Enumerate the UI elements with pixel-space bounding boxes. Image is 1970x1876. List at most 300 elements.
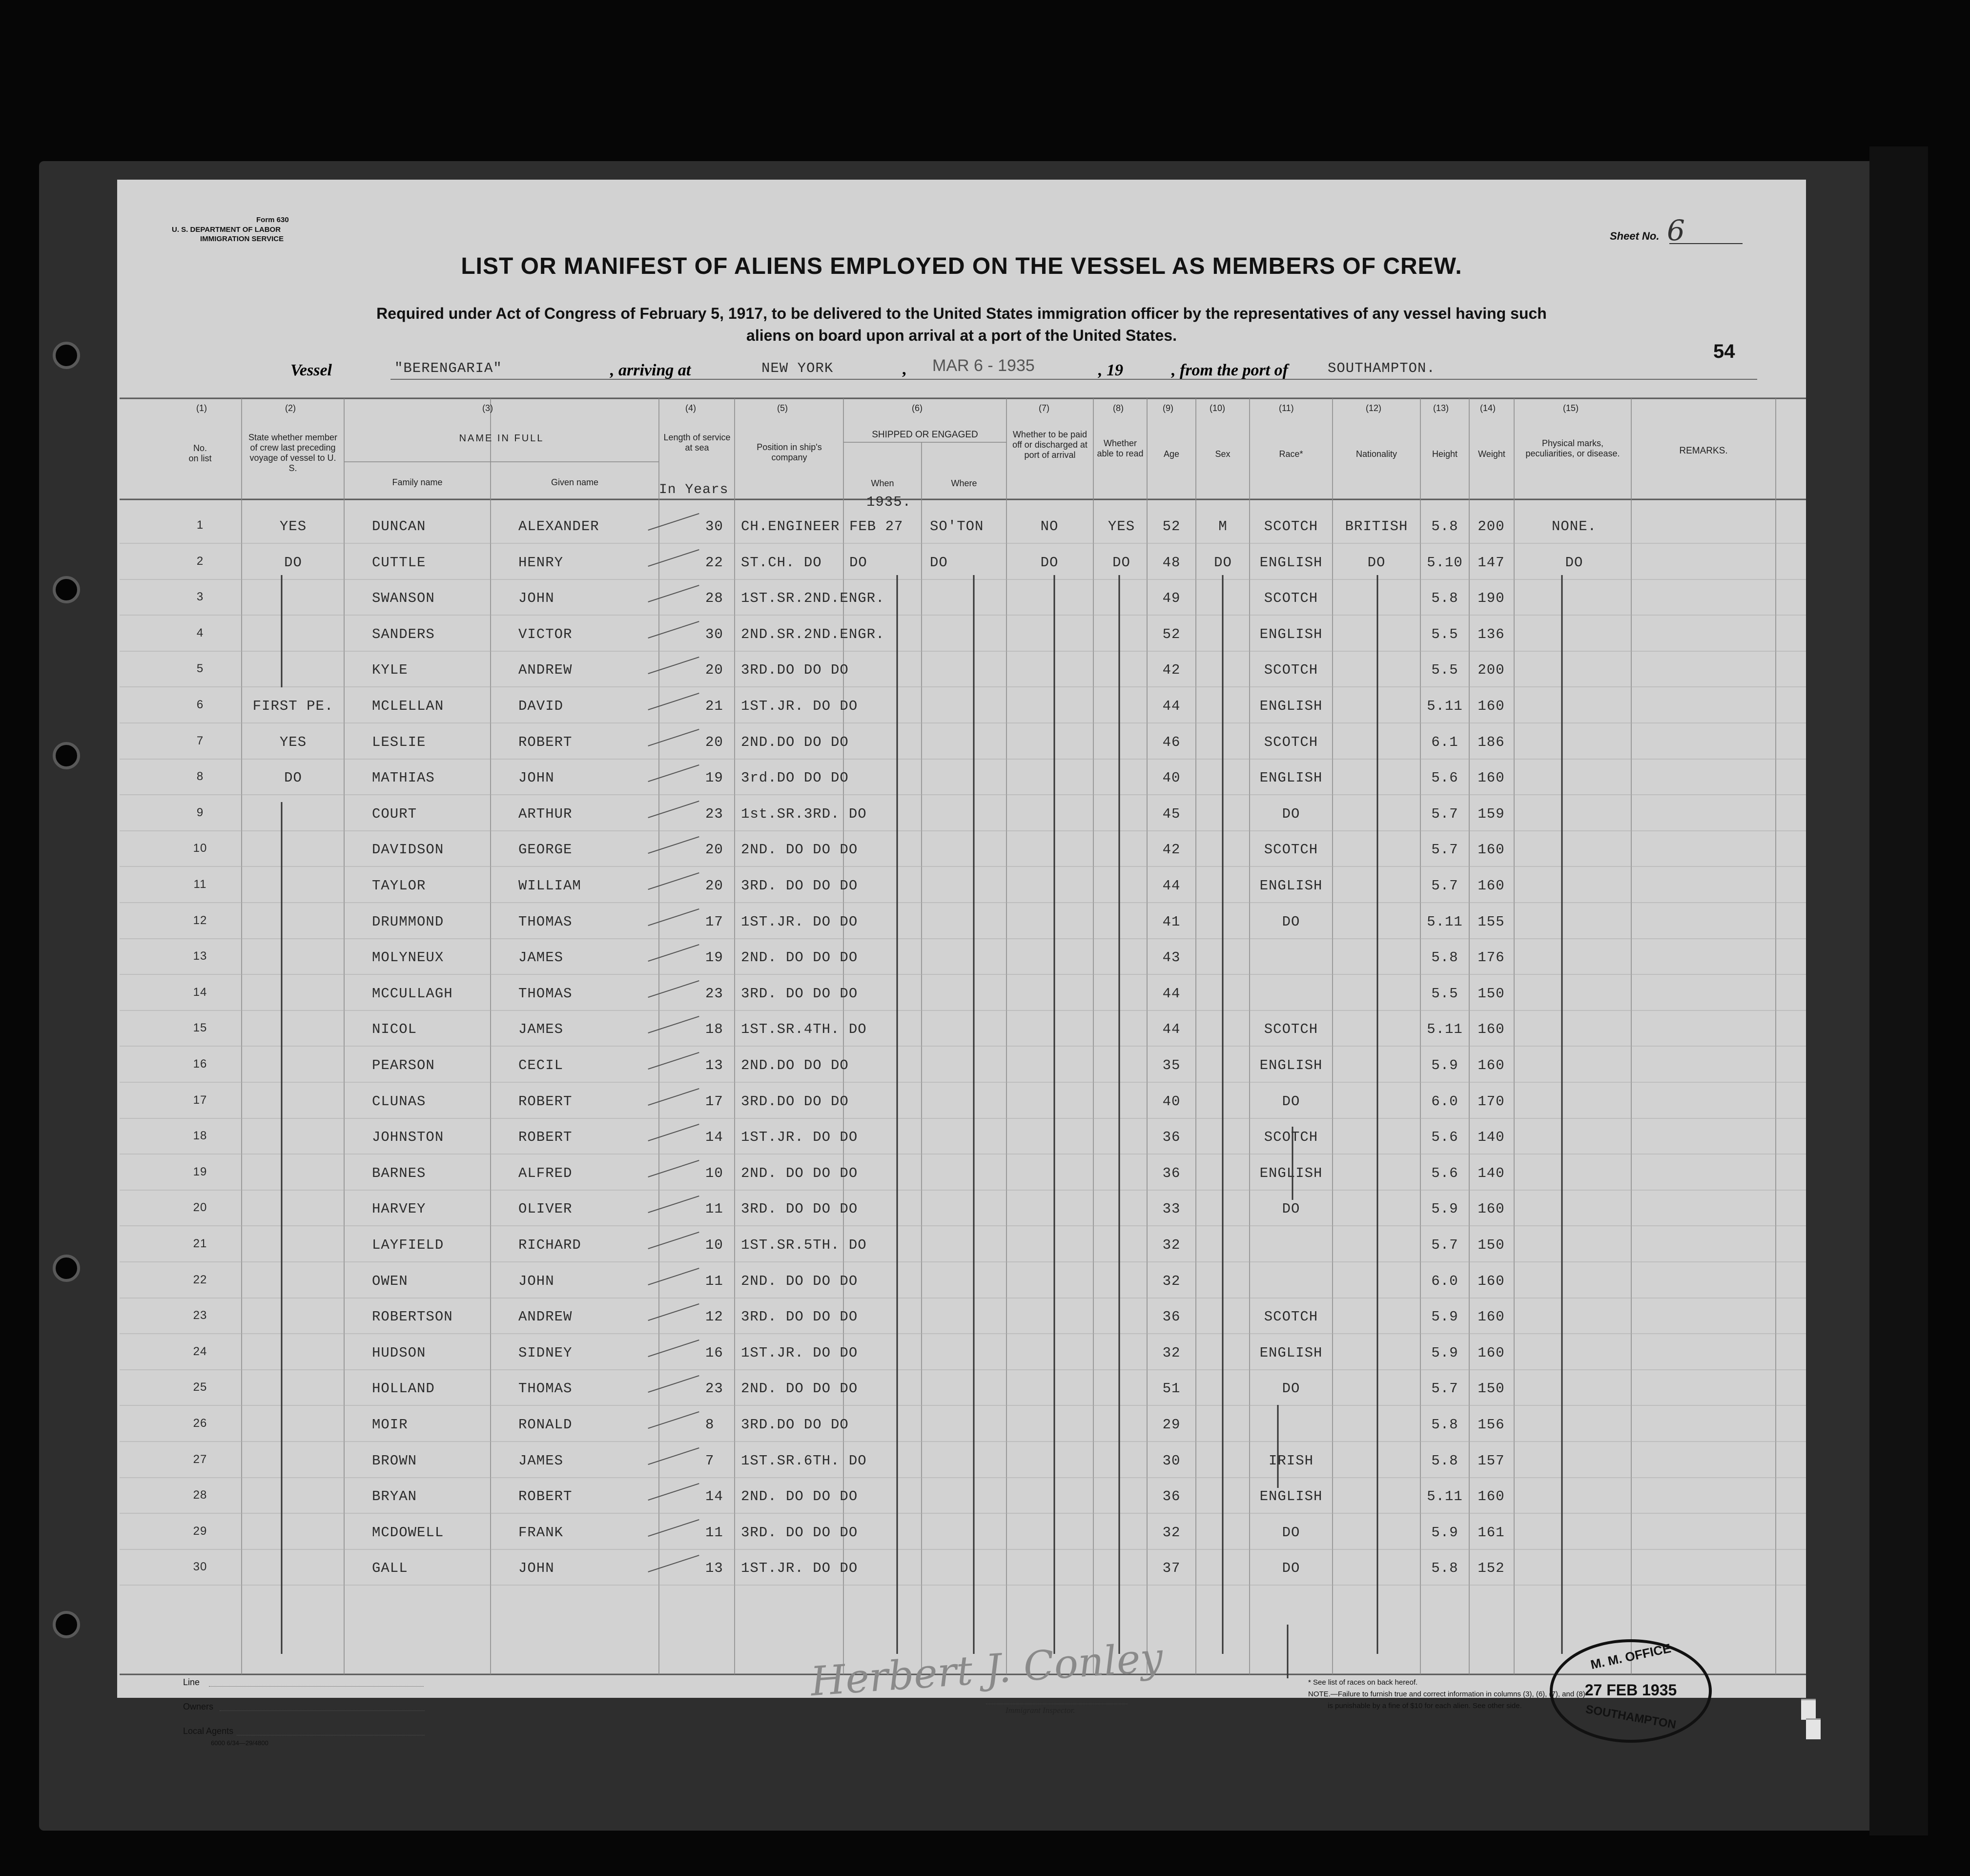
given-name: ANDREW	[518, 1309, 573, 1325]
row-number: 26	[193, 1417, 207, 1430]
position: 2ND.SR.2ND.ENGR.	[741, 626, 885, 642]
col-num-13: (13)	[1433, 403, 1449, 413]
age: 52	[1162, 518, 1181, 535]
height: 5.7	[1431, 1237, 1458, 1253]
height: 5.11	[1427, 913, 1463, 930]
row-number: 20	[193, 1201, 207, 1215]
arriving-label: , arriving at	[610, 361, 691, 379]
family-name: MCDOWELL	[372, 1524, 444, 1541]
height: 5.10	[1427, 554, 1463, 571]
service-years: 19	[705, 770, 723, 786]
service-years: 8	[705, 1417, 715, 1433]
given-name: JOHN	[518, 1273, 554, 1289]
line-label: Line	[183, 1677, 200, 1687]
given-name: GEORGE	[518, 842, 573, 858]
last-voyage-state: FIRST PE.	[252, 698, 334, 714]
race: ENGLISH	[1259, 878, 1323, 894]
page-number: 54	[1713, 341, 1735, 362]
weight: 160	[1478, 1273, 1505, 1289]
row-number: 8	[196, 770, 204, 783]
position: 2ND. DO DO DO	[741, 949, 858, 966]
age: 51	[1162, 1381, 1181, 1397]
position: 2ND. DO DO DO	[741, 842, 858, 858]
row-number: 10	[193, 842, 207, 855]
age: 48	[1162, 554, 1181, 571]
physical-marks: NONE.	[1551, 518, 1597, 535]
last-voyage-state: YES	[279, 734, 307, 750]
family-name: MCCULLAGH	[372, 985, 453, 1002]
weight: 150	[1478, 1381, 1505, 1397]
given-name: ANDREW	[518, 662, 573, 679]
race: SCOTCH	[1264, 518, 1318, 535]
weight: 200	[1478, 518, 1505, 535]
weight: 176	[1478, 949, 1505, 966]
race: DO	[1282, 1560, 1300, 1577]
given-name: RONALD	[518, 1417, 573, 1433]
family-name: ROBERTSON	[372, 1309, 453, 1325]
family-name: NICOL	[372, 1021, 417, 1038]
given-name: ROBERT	[518, 1093, 573, 1110]
position: 1ST.JR. DO DO	[741, 913, 858, 930]
row-number: 16	[193, 1057, 207, 1071]
height: 5.8	[1431, 1417, 1458, 1433]
height: 6.0	[1431, 1273, 1458, 1289]
sex: DO	[1214, 554, 1232, 571]
col-num-14: (14)	[1480, 403, 1496, 413]
sex: M	[1218, 518, 1228, 535]
position: 1ST.JR. DO DO	[741, 1344, 858, 1361]
family-name: BRYAN	[372, 1488, 417, 1505]
weight: 136	[1478, 626, 1505, 642]
race: ENGLISH	[1259, 1165, 1323, 1181]
header-where: Where	[951, 478, 977, 488]
line-field	[209, 1686, 424, 1687]
height: 5.7	[1431, 805, 1458, 822]
row-number: 2	[196, 554, 204, 568]
race: ENGLISH	[1259, 698, 1323, 714]
race: SCOTCH	[1264, 1021, 1318, 1038]
family-name: SWANSON	[372, 590, 435, 607]
weight: 140	[1478, 1129, 1505, 1146]
service-years: 13	[705, 1057, 723, 1073]
row-number: 18	[193, 1129, 207, 1143]
service-years: 20	[705, 734, 723, 750]
race: IRISH	[1268, 1452, 1313, 1469]
ditto-strokes	[117, 180, 1806, 1698]
binder-hole	[53, 1611, 80, 1638]
shipped-when: FEB 27	[849, 518, 903, 535]
header-able-read: Whether able to read	[1097, 438, 1144, 458]
local-agents-label: Local Agents	[183, 1726, 234, 1736]
age: 44	[1162, 878, 1181, 894]
col-num-2: (2)	[285, 403, 296, 413]
weight: 160	[1478, 1488, 1505, 1505]
service-years: 23	[705, 805, 723, 822]
position: 1ST.SR.4TH. DO	[741, 1021, 867, 1038]
race: SCOTCH	[1264, 662, 1318, 679]
last-voyage-state: DO	[284, 770, 302, 786]
family-name: COURT	[372, 805, 417, 822]
family-name: HUDSON	[372, 1344, 426, 1361]
last-voyage-state: DO	[284, 554, 302, 571]
given-name: JOHN	[518, 590, 554, 607]
service-years: 28	[705, 590, 723, 607]
family-name: TAYLOR	[372, 878, 426, 894]
position: 1ST.JR. DO DO	[741, 1129, 858, 1146]
position: 2ND. DO DO DO	[741, 1488, 858, 1505]
nationality: DO	[1367, 554, 1386, 571]
service-years: 17	[705, 913, 723, 930]
given-name: ROBERT	[518, 1488, 573, 1505]
weight: 186	[1478, 734, 1505, 750]
race: ENGLISH	[1259, 554, 1323, 571]
col-num-9: (9)	[1163, 403, 1173, 413]
age: 36	[1162, 1165, 1181, 1181]
position: 3RD. DO DO DO	[741, 1524, 858, 1541]
given-name: RICHARD	[518, 1237, 581, 1253]
height: 5.11	[1427, 1021, 1463, 1038]
given-name: CECIL	[518, 1057, 564, 1073]
service-years: 18	[705, 1021, 723, 1038]
family-name: BARNES	[372, 1165, 426, 1181]
paid-off: DO	[1040, 554, 1059, 571]
service-years: 23	[705, 985, 723, 1002]
family-name: KYLE	[372, 662, 408, 679]
col-num-3: (3)	[482, 403, 493, 413]
col-num-4: (4)	[685, 403, 696, 413]
header-name-in-full: NAME IN FULL	[459, 433, 544, 444]
manifest-sheet	[117, 180, 1806, 1747]
age: 42	[1162, 662, 1181, 679]
position: 2ND. DO DO DO	[741, 1381, 858, 1397]
height: 5.8	[1431, 590, 1458, 607]
races-note: * See list of races on back hereof.	[1308, 1678, 1418, 1687]
family-name: OWEN	[372, 1273, 408, 1289]
family-name: SANDERS	[372, 626, 435, 642]
form-number: Form 630	[256, 216, 289, 224]
given-name: DAVID	[518, 698, 564, 714]
position: CH.ENGINEER	[741, 518, 840, 535]
col-num-8: (8)	[1113, 403, 1124, 413]
given-name: ALEXANDER	[518, 518, 599, 535]
age: 46	[1162, 734, 1181, 750]
inspector-label: Immigrant Inspector.	[1006, 1706, 1075, 1715]
given-name: JOHN	[518, 1560, 554, 1577]
position: 1ST.JR. DO DO	[741, 1560, 858, 1577]
binder-hole	[53, 742, 80, 769]
race: SCOTCH	[1264, 1129, 1318, 1146]
race: SCOTCH	[1264, 1309, 1318, 1325]
given-name: WILLIAM	[518, 878, 581, 894]
header-weight: Weight	[1478, 449, 1505, 459]
weight: 160	[1478, 1201, 1505, 1217]
from-port-label: , from the port of	[1171, 361, 1288, 379]
nationality: BRITISH	[1345, 518, 1408, 535]
position: 1ST.SR.2ND.ENGR.	[741, 590, 885, 607]
row-number: 14	[193, 985, 207, 999]
age: 43	[1162, 949, 1181, 966]
col-num-1: (1)	[196, 403, 207, 413]
header-paid-off: Whether to be paid off or discharged at port of arrival	[1012, 430, 1088, 460]
failure-note-1: NOTE.—Failure to furnish true and correct information in columns (3), (6), (7), and (8)	[1308, 1690, 1585, 1698]
height: 5.6	[1431, 770, 1458, 786]
family-name: MATHIAS	[372, 770, 435, 786]
weight: 159	[1478, 805, 1505, 822]
weight: 160	[1478, 1309, 1505, 1325]
age: 32	[1162, 1344, 1181, 1361]
given-name: THOMAS	[518, 985, 573, 1002]
height: 5.7	[1431, 1381, 1458, 1397]
weight: 160	[1478, 878, 1505, 894]
col-num-6: (6)	[912, 403, 923, 413]
sheet-label: Sheet No.	[1610, 230, 1660, 242]
inspector-signature: Herbert J. Conley	[809, 1634, 1165, 1706]
col-num-12: (12)	[1366, 403, 1382, 413]
race: SCOTCH	[1264, 842, 1318, 858]
row-number: 17	[193, 1093, 207, 1107]
weight: 160	[1478, 1344, 1505, 1361]
given-name: JAMES	[518, 1021, 564, 1038]
col-num-7: (7)	[1039, 403, 1049, 413]
height: 5.11	[1427, 698, 1463, 714]
binder-hole	[53, 576, 80, 603]
height: 6.0	[1431, 1093, 1458, 1110]
row-number: 27	[193, 1452, 207, 1466]
weight: 170	[1478, 1093, 1505, 1110]
family-name: CUTTLE	[372, 554, 426, 571]
weight: 147	[1478, 554, 1505, 571]
age: 44	[1162, 1021, 1181, 1038]
header-family-name: Family name	[392, 477, 443, 487]
comma: ,	[902, 360, 906, 378]
race: ENGLISH	[1259, 626, 1323, 642]
stamp-date: 27 FEB 1935	[1584, 1681, 1677, 1699]
given-name: ROBERT	[518, 734, 573, 750]
position: 2ND. DO DO DO	[741, 1273, 858, 1289]
service-years: 12	[705, 1309, 723, 1325]
height: 5.6	[1431, 1129, 1458, 1146]
service-years: 21	[705, 698, 723, 714]
age: 52	[1162, 626, 1181, 642]
service-years: 19	[705, 949, 723, 966]
row-number: 25	[193, 1381, 207, 1394]
row-number: 28	[193, 1488, 207, 1502]
family-name: PEARSON	[372, 1057, 435, 1073]
height: 5.5	[1431, 985, 1458, 1002]
vessel-name: "BERENGARIA"	[394, 360, 502, 376]
given-name: ALFRED	[518, 1165, 573, 1181]
row-number: 19	[193, 1165, 207, 1178]
position: 3RD.DO DO DO	[741, 1093, 849, 1110]
age: 44	[1162, 698, 1181, 714]
service-years: 11	[705, 1273, 723, 1289]
height: 5.5	[1431, 626, 1458, 642]
header-state-whether: State whether member of crew last preceding voyage of vessel to U. S.	[248, 433, 338, 473]
height: 5.7	[1431, 842, 1458, 858]
weight: 160	[1478, 1057, 1505, 1073]
service-years: 30	[705, 626, 723, 642]
weight: 161	[1478, 1524, 1505, 1541]
row-number: 11	[193, 878, 207, 891]
position: 3RD. DO DO DO	[741, 985, 858, 1002]
row-number: 12	[193, 913, 207, 927]
row-number: 1	[196, 518, 204, 532]
position: 3RD.DO DO DO	[741, 662, 849, 679]
shipped-where: DO	[930, 554, 948, 571]
stamp-top-text: M. M. OFFICE	[1589, 1640, 1672, 1672]
physical-marks: DO	[1565, 554, 1583, 571]
service-years: 20	[705, 662, 723, 679]
race: ENGLISH	[1259, 1344, 1323, 1361]
service-years: 20	[705, 842, 723, 858]
race: ENGLISH	[1259, 1488, 1323, 1505]
height: 5.9	[1431, 1524, 1458, 1541]
race: SCOTCH	[1264, 590, 1318, 607]
row-number: 23	[193, 1309, 207, 1322]
service-years: 14	[705, 1488, 723, 1505]
header-shipped: SHIPPED OR ENGAGED	[872, 430, 978, 440]
service-years: 23	[705, 1381, 723, 1397]
age: 37	[1162, 1560, 1181, 1577]
age: 29	[1162, 1417, 1181, 1433]
height: 5.9	[1431, 1057, 1458, 1073]
service-years: 22	[705, 554, 723, 571]
service-years: 16	[705, 1344, 723, 1361]
age: 40	[1162, 1093, 1181, 1110]
subtitle-line-1: Required under Act of Congress of February 5, 1917, to be delivered to the United States immigration officer by the representatives of any vessel having such	[376, 305, 1547, 322]
position: 2ND.DO DO DO	[741, 734, 849, 750]
given-name: THOMAS	[518, 1381, 573, 1397]
header-age: Age	[1163, 449, 1180, 459]
family-name: GALL	[372, 1560, 408, 1577]
family-name: CLUNAS	[372, 1093, 426, 1110]
age: 32	[1162, 1273, 1181, 1289]
family-name: DAVIDSON	[372, 842, 444, 858]
weight: 150	[1478, 985, 1505, 1002]
height: 5.9	[1431, 1309, 1458, 1325]
print-code: 6000 6/34—29/4800	[211, 1739, 268, 1747]
date-stamp: MAR 6 - 1935	[932, 356, 1035, 375]
position: 1ST.SR.6TH. DO	[741, 1452, 867, 1469]
weight: 156	[1478, 1417, 1505, 1433]
age: 30	[1162, 1452, 1181, 1469]
header-nationality: Nationality	[1355, 449, 1397, 459]
weight: 160	[1478, 1021, 1505, 1038]
age: 42	[1162, 842, 1181, 858]
service-years: 14	[705, 1129, 723, 1146]
year-note: 1935.	[866, 494, 912, 510]
given-name: OLIVER	[518, 1201, 573, 1217]
row-number: 15	[193, 1021, 207, 1035]
header-when: When	[871, 478, 894, 488]
paid-off: NO	[1040, 518, 1059, 535]
position: 3RD. DO DO DO	[741, 1201, 858, 1217]
service-label: IMMIGRATION SERVICE	[200, 235, 284, 243]
age: 44	[1162, 985, 1181, 1002]
height: 5.8	[1431, 518, 1458, 535]
service-years: 30	[705, 518, 723, 535]
header-remarks: REMARKS.	[1679, 446, 1728, 456]
race: ENGLISH	[1259, 770, 1323, 786]
service-years: 7	[705, 1452, 715, 1469]
age: 41	[1162, 913, 1181, 930]
row-number: 29	[193, 1524, 207, 1538]
header-sex: Sex	[1215, 449, 1231, 459]
family-name: LESLIE	[372, 734, 426, 750]
col-num-5: (5)	[777, 403, 788, 413]
year-label: , 19	[1098, 361, 1123, 379]
weight: 150	[1478, 1237, 1505, 1253]
header-no-on-list: No. on list	[188, 443, 212, 463]
family-name: DUNCAN	[372, 518, 426, 535]
age: 40	[1162, 770, 1181, 786]
height: 5.8	[1431, 949, 1458, 966]
failure-note-2: is punishable by a fine of $10 for each alien. See other side.	[1328, 1702, 1522, 1710]
owners-label: Owners	[183, 1702, 214, 1711]
able-to-read: YES	[1108, 518, 1135, 535]
family-name: DRUMMOND	[372, 913, 444, 930]
weight: 190	[1478, 590, 1505, 607]
position: 3rd.DO DO DO	[741, 770, 849, 786]
position: 3RD. DO DO DO	[741, 878, 858, 894]
given-name: THOMAS	[518, 913, 573, 930]
page-title: LIST OR MANIFEST OF ALIENS EMPLOYED ON THE VESSEL AS MEMBERS OF CREW.	[461, 253, 1462, 279]
service-years: 10	[705, 1165, 723, 1181]
race: DO	[1282, 1093, 1300, 1110]
given-name: JAMES	[518, 1452, 564, 1469]
height: 5.9	[1431, 1344, 1458, 1361]
race: SCOTCH	[1264, 734, 1318, 750]
age: 45	[1162, 805, 1181, 822]
family-name: JOHNSTON	[372, 1129, 444, 1146]
age: 36	[1162, 1488, 1181, 1505]
page-edge	[1806, 1718, 1821, 1739]
weight: 160	[1478, 842, 1505, 858]
row-number: 4	[196, 626, 204, 639]
sheet-number: 6	[1667, 214, 1685, 247]
family-name: HOLLAND	[372, 1381, 435, 1397]
position: 1st.SR.3RD. DO	[741, 805, 867, 822]
last-voyage-state: YES	[279, 518, 307, 535]
department-label: U. S. DEPARTMENT OF LABOR	[172, 226, 281, 234]
service-years: 17	[705, 1093, 723, 1110]
family-name: MCLELLAN	[372, 698, 444, 714]
col-num-15: (15)	[1563, 403, 1579, 413]
service-years: 11	[705, 1201, 723, 1217]
given-name: JOHN	[518, 770, 554, 786]
given-name: VICTOR	[518, 626, 573, 642]
service-years: 13	[705, 1560, 723, 1577]
height: 5.7	[1431, 878, 1458, 894]
col-num-10: (10)	[1210, 403, 1226, 413]
binder-hole	[53, 342, 80, 369]
height: 5.5	[1431, 662, 1458, 679]
position: 1ST.SR.5TH. DO	[741, 1237, 867, 1253]
shipped-where: SO'TON	[930, 518, 984, 535]
row-number: 9	[196, 805, 204, 819]
shipped-when: DO	[849, 554, 867, 571]
page-edge	[1801, 1699, 1816, 1720]
binder-edge	[1869, 146, 1928, 1835]
height: 5.8	[1431, 1452, 1458, 1469]
weight: 155	[1478, 913, 1505, 930]
arrival-port: NEW YORK	[761, 360, 834, 376]
height: 5.9	[1431, 1201, 1458, 1217]
race: DO	[1282, 1201, 1300, 1217]
family-name: MOIR	[372, 1417, 408, 1433]
family-name: BROWN	[372, 1452, 417, 1469]
age: 36	[1162, 1129, 1181, 1146]
